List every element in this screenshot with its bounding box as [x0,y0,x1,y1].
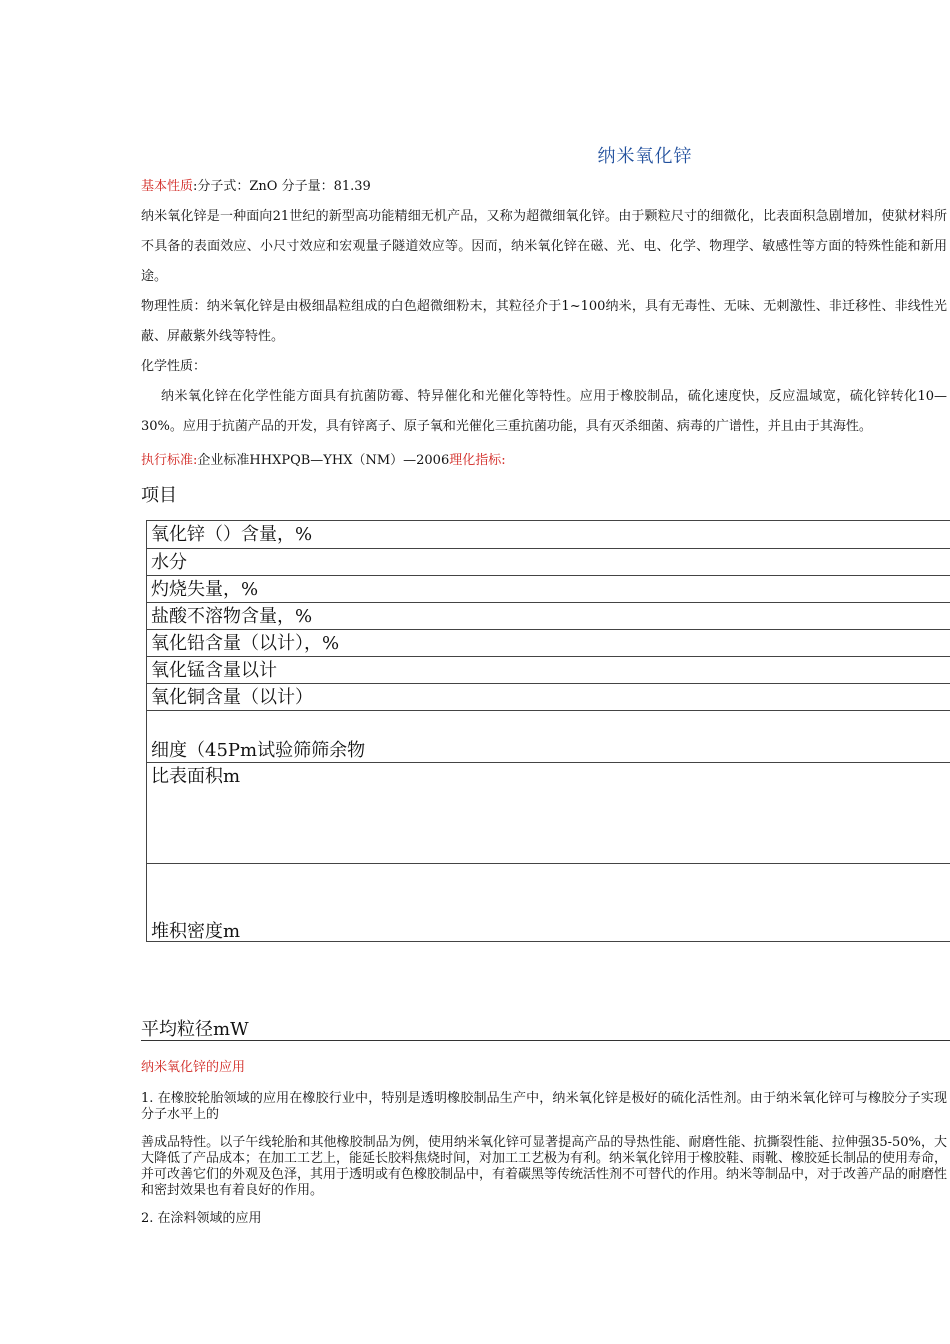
application-1-continued: 善成品特性。以子午线轮胎和其他橡胶制品为例，使用纳米氧化锌可显著提高产品的导热性能、耐磨性能、抗撕裂性能、拉伸强35-50%，大大降低了产品成本；在加工工艺上，能延长胶料焦烧时间，对加工工艺极为有利。纳米氧化锌用于橡胶鞋、雨靴、橡胶延长制品的使用寿命，并可改善它们的外观及色泽，其用于透明或有色橡胶制品中，有着碳黑等传统活性剂不可替代的作用。纳米等制品中，对于改善产品的耐磨性和密封效果也有着良好的作用。 [141,1135,948,1198]
basic-properties-text: :分子式：ZnO 分子量：81.39 [193,179,371,194]
divider [141,1040,950,1041]
table-heading: 项目 [141,485,177,506]
table-row: 比表面积m [147,763,950,864]
intro-paragraph: 纳米氧化锌是一种面向21世纪的新型高功能精细无机产品，又称为超微细氧化锌。由于颗粒尺寸的细微化，比表面积急剧增加，使狱材料所不具备的表面效应、小尺寸效应和宏观量子隧道效应等。因而，纳米氧化锌在磁、光、电、化学、物理学、敏感性等方面的特殊性能和新用途。 [141,209,947,284]
chemical-properties-label: 化学性质： [141,359,207,374]
table-row: 氧化锰含量以计 [147,657,950,684]
table-row: 氧化铜含量（以计） [147,684,950,711]
standard-text: 企业标准HHXPQB—YHX（NM）—2006 [197,453,450,468]
table-row: 水分 [147,549,950,576]
indicators-label: 理化指标: [449,453,506,468]
table-row: 细度（45Pm试验筛筛余物 [147,711,950,763]
page-title: 纳米氧化锌 [597,146,693,167]
average-particle-size: 平均粒径mW [141,1019,249,1040]
table-row: 堆积密度m [147,864,950,942]
standard-line [141,446,947,476]
basic-properties-label: 基本性质 [141,179,194,194]
basic-properties [141,172,947,202]
table-row: 灼烧失量，% [147,576,950,603]
table-row: 盐酸不溶物含量，% [147,603,950,630]
chemical-properties: 纳米氧化锌在化学性能方面具有抗菌防霉、特异催化和光催化等特性。应用于橡胶制品，硫化速度快，反应温域宽，硫化锌转化10—30%。应用于抗菌产品的开发，具有锌离子、原子氧和光催化三重抗菌功能，具有灭杀细菌、病毒的广谱性，并且由于其海性。 [141,389,947,434]
table-row: 氧化锌（）含量，% [147,521,950,549]
applications-heading: 纳米氧化锌的应用 [141,1060,246,1075]
physical-properties: 物理性质：纳米氧化锌是由极细晶粒组成的白色超微细粉末，其粒径介于1~100纳米，具有无毒性、无味、无刺激性、非迁移性、非线性光蔽、屏蔽紫外线等特性。 [141,299,947,344]
standard-label: 执行标准: [141,453,198,468]
specs-table [146,520,950,942]
application-2: 2. 在涂料领域的应用 [141,1211,262,1226]
table-row: 氧化铅含量（以计），% [147,630,950,657]
application-1: 1. 在橡胶轮胎领域的应用在橡胶行业中，特别是透明橡胶制品生产中，纳米氧化锌是极好的硫化活性剂。由于纳米氧化锌可与橡胶分子实现分子水平上的 [141,1091,947,1122]
